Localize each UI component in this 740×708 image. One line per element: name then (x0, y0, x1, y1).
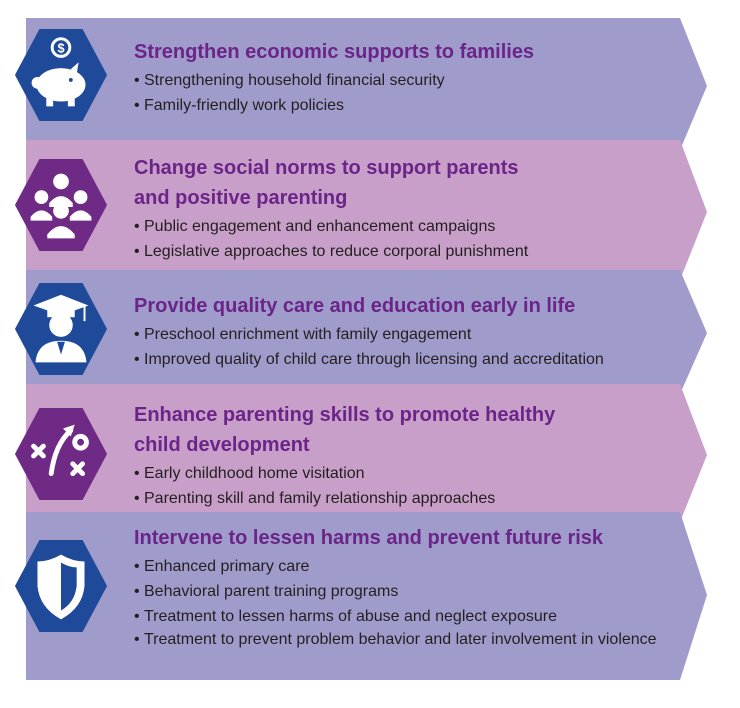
strategy-play-icon (12, 405, 110, 503)
strategy-title-line2: child development (134, 434, 310, 456)
strategy-item: • Strengthening household financial security (134, 68, 688, 93)
strategy-item: • Early childhood home visitation (134, 461, 688, 486)
people-group-icon (12, 156, 110, 254)
strategy-title: Enhance parenting skills to promote healthy (134, 404, 556, 426)
strategy-item: • Improved quality of child care through licensing and accreditation (134, 347, 688, 372)
strategy-item: • Preschool enrichment with family engagement (134, 322, 688, 347)
piggy-bank-icon (12, 26, 110, 124)
strategy-item: • Treatment to lessen harms of abuse and neglect exposure (134, 604, 688, 629)
strategy-item: • Legislative approaches to reduce corporal punishment (134, 239, 688, 264)
graduate-icon (12, 280, 110, 378)
strategy-item: • Public engagement and enhancement campaigns (134, 214, 688, 239)
shield-icon (12, 537, 110, 635)
strategy-item: • Behavioral parent training programs (134, 579, 688, 604)
strategy-title-line2: and positive parenting (134, 187, 348, 209)
strategy-title: Change social norms to support parents (134, 157, 519, 179)
svg-text:$: $ (57, 40, 65, 56)
strategy-item: • Treatment to prevent problem behavior and later involvement in violence (134, 629, 688, 650)
strategy-item: • Enhanced primary care (134, 554, 688, 579)
strategy-item: • Family-friendly work policies (134, 93, 688, 118)
strategy-item: • Parenting skill and family relationship approaches (134, 486, 688, 511)
strategy-title: Strengthen economic supports to families (134, 41, 535, 63)
strategy-title: Intervene to lessen harms and prevent future risk (134, 527, 604, 549)
strategy-title: Provide quality care and education early in life (134, 295, 576, 317)
